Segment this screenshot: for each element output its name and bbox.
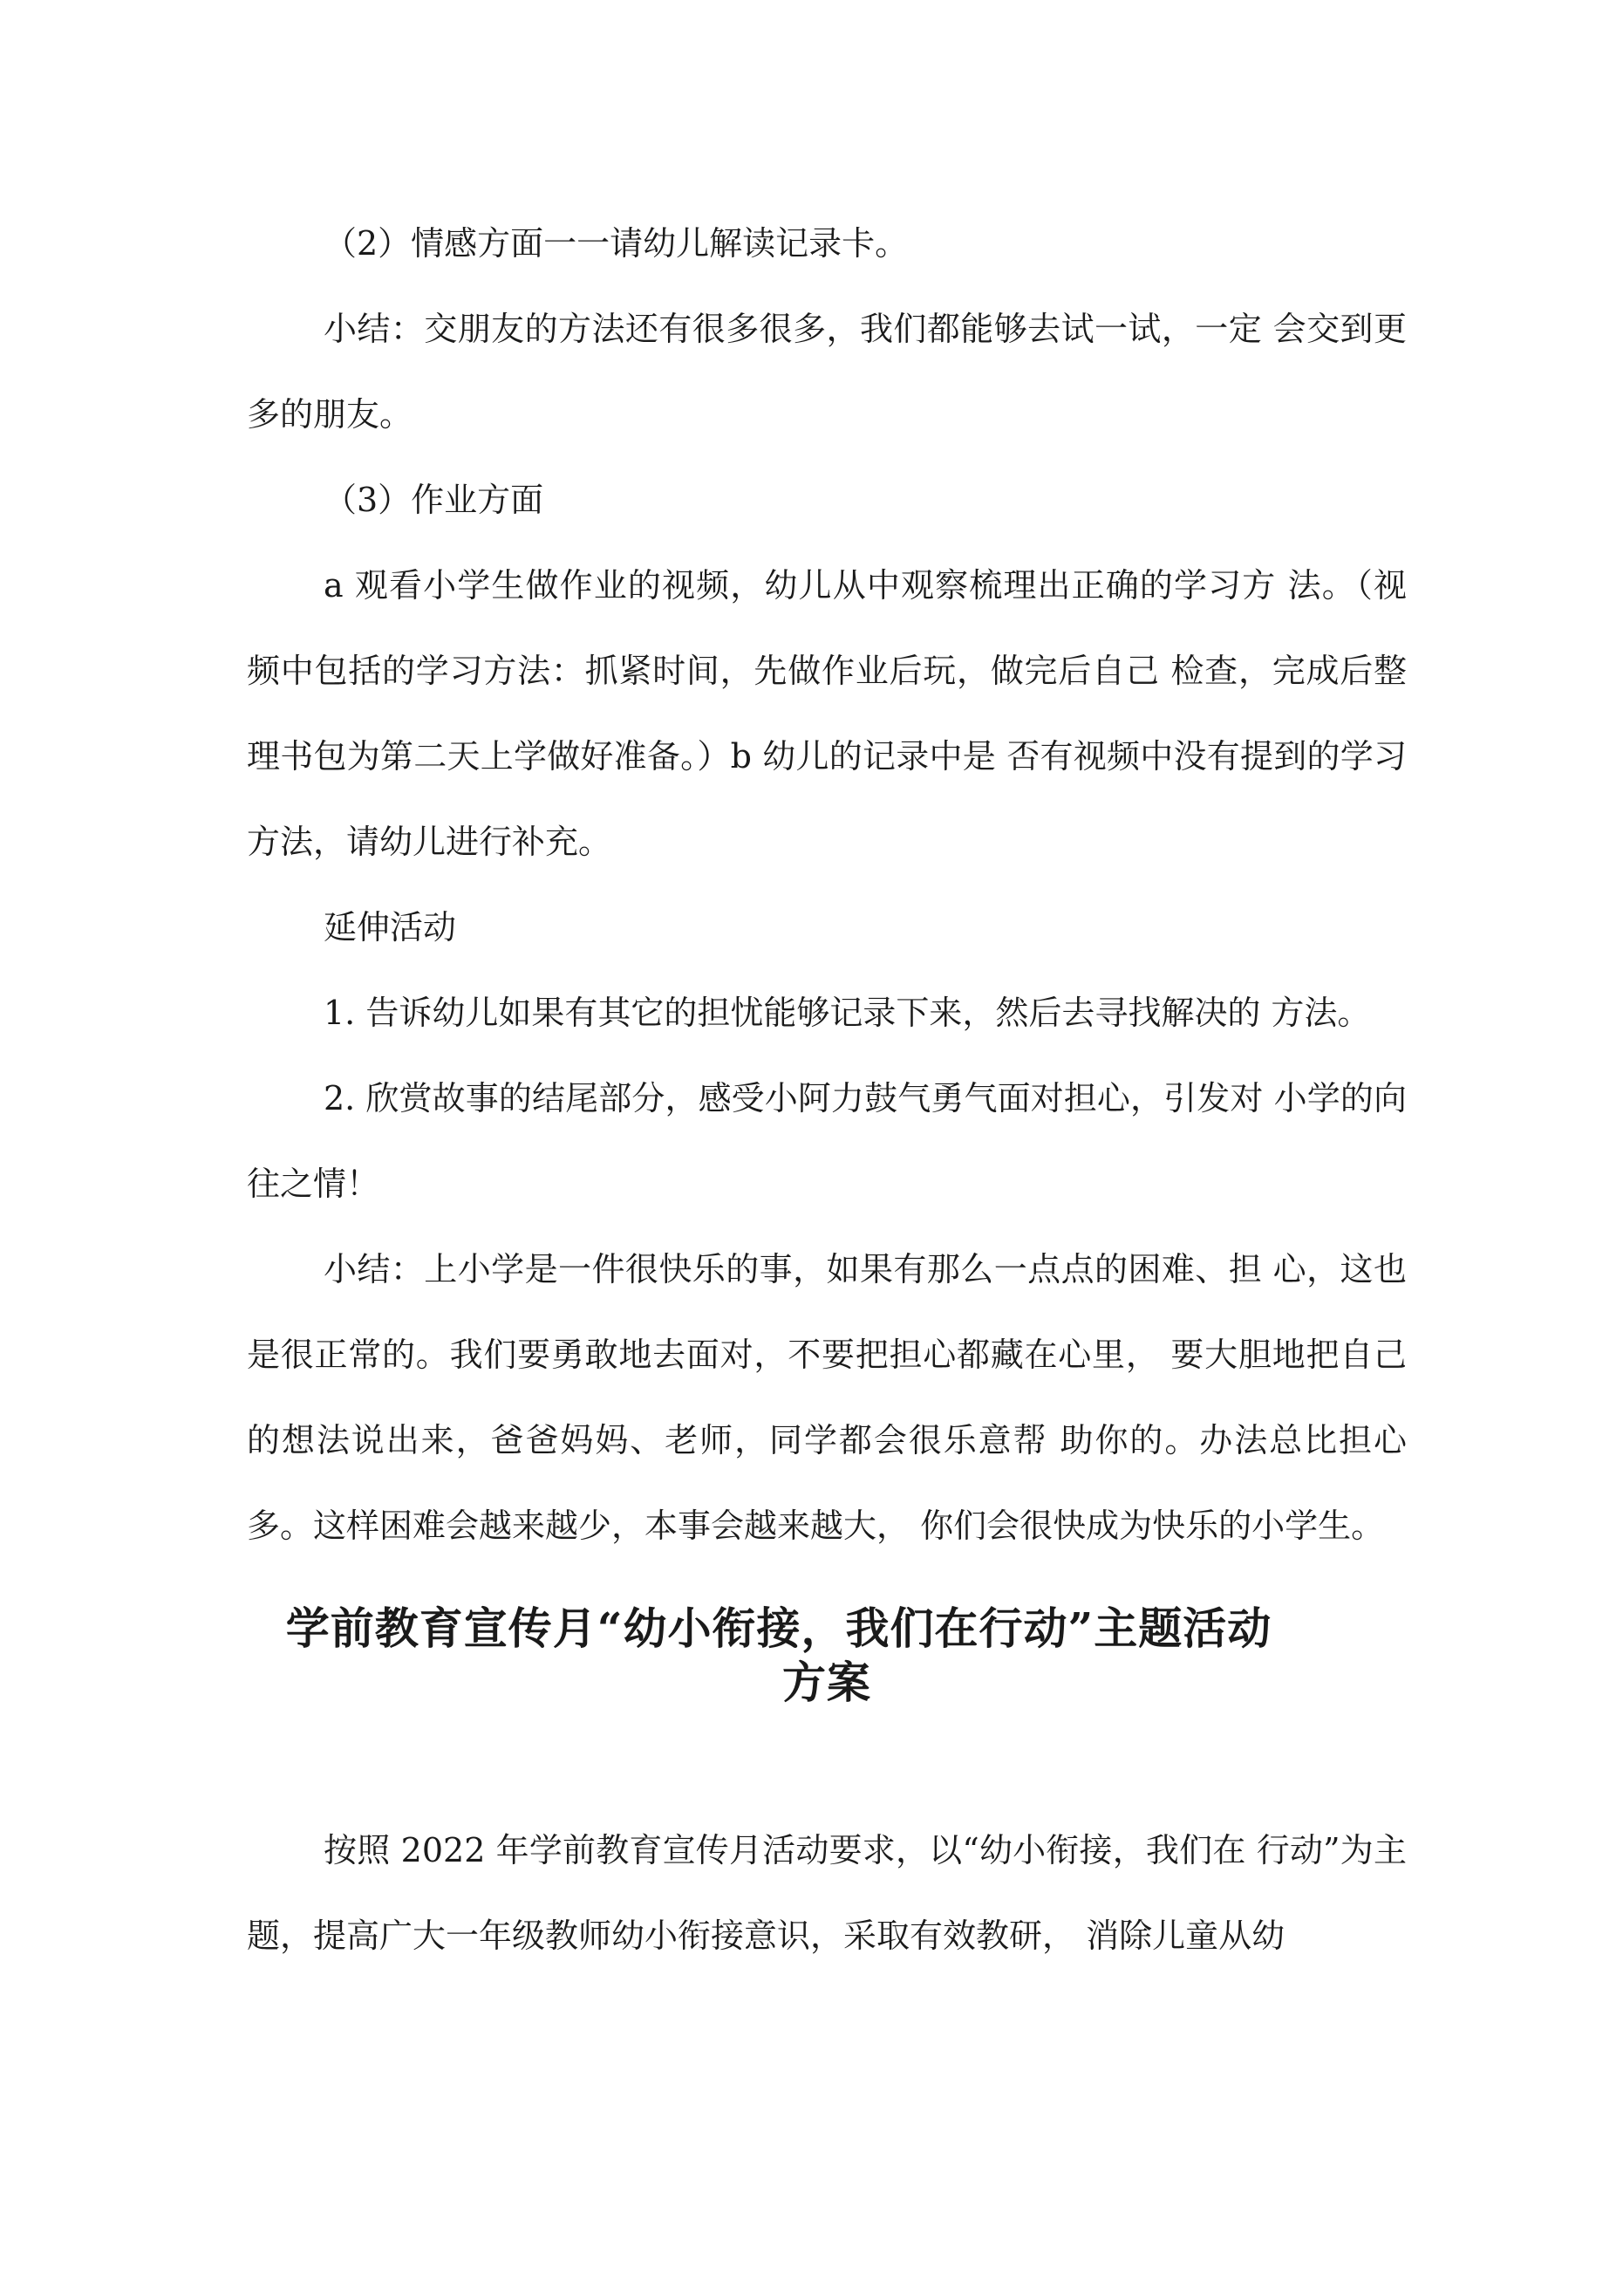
document-title-line-1: 学前教育宣传月“幼小衔接，我们在行动”主题活动 [285,1602,1272,1654]
paragraph-emotion: （2）情感方面一一请幼儿解读记录卡。 [324,224,909,263]
document-title [247,1602,1407,1710]
paragraph-extension-heading: 延伸活动 [324,908,457,946]
paragraph-summary-school: 小结：上小学是一件很快乐的事，如果有那么一点点的困难、担 心，这也是很正常的。我们要勇敢地去面对，不要把担心都藏在心里， 要大胆地把自己的想法说出来，爸爸妈妈、老师，同学都会很乐意帮 助你的。办法总比担心多。这样困难会越来越少，本事会越来越大， 你们会很快成为快乐的小学生。 [247,1250,1407,1545]
document-title-line-2: 方案 [782,1657,871,1708]
paragraph-homework-video: a 观看小学生做作业的视频，幼儿从中观察梳理出正确的学习方 法。（视频中包括的学习方法：抓紧时间，先做作业后玩，做完后自己 检查，完成后整理书包为第二天上学做好准备。）b 幼儿的记录中是 否有视频中没有提到的学习方法，请幼儿进行补充。 [247,566,1407,861]
paragraph-summary-friends: 小结：交朋友的方法还有很多很多，我们都能够去试一试，一定 会交到更多的朋友。 [247,310,1407,434]
paragraph-intro: 按照 2022 年学前教育宣传月活动要求，以“幼小衔接，我们在 行动”为主题，提高广大一年级教师幼小衔接意识，采取有效教研， 消除儿童从幼 [247,1831,1407,1955]
paragraph-extension-1: 1. 告诉幼儿如果有其它的担忧能够记录下来，然后去寻找解决的 方法。 [324,994,1371,1032]
paragraph-homework-heading: （3）作业方面 [324,481,544,519]
paragraph-extension-2: 2. 欣赏故事的结尾部分，感受小阿力鼓气勇气面对担心，引发对 小学的向往之情！ [247,1079,1407,1203]
document-body [247,201,1407,1978]
title-spacer [247,1710,1407,1807]
